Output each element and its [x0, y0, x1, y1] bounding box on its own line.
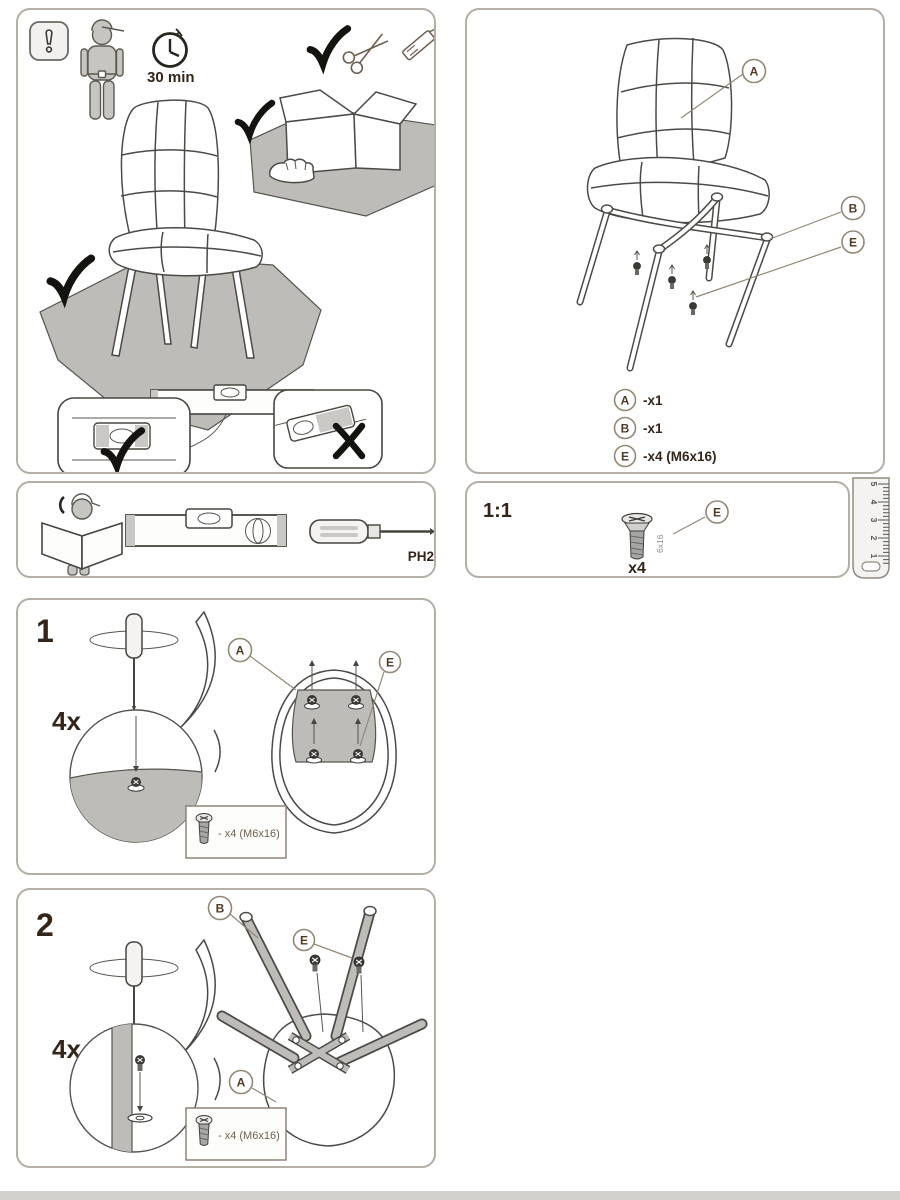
screwdriver-rotation-icon [90, 942, 178, 1036]
screw-qty-label: x4 [628, 560, 646, 576]
warning-icon [30, 22, 68, 60]
tools-illustration [18, 483, 434, 576]
part-qty: -x4 (M6x16) [643, 449, 717, 464]
panel-preparation [16, 8, 436, 474]
person-icon [81, 20, 124, 119]
panel-parts-overview [465, 8, 885, 474]
assembly-time-label: 30 min [147, 69, 195, 86]
panel-step-1 [16, 598, 436, 875]
hardware-box [186, 806, 286, 858]
page-bottom-strip [0, 1191, 900, 1200]
callout-e [696, 231, 864, 297]
hardware-note-label: - x4 (M6x16) [218, 1130, 280, 1142]
part-label: E [620, 449, 630, 464]
parts-list-row [615, 390, 664, 411]
callout-e-label: E [299, 933, 309, 948]
utility-knife-icon [402, 23, 434, 60]
magnifier-detail [70, 1020, 198, 1156]
preparation-illustration [18, 10, 434, 472]
level-ok-callout [58, 398, 190, 472]
step-number: 2 [36, 907, 54, 943]
ruler-illustration [849, 476, 895, 582]
level-wrong-callout [274, 390, 382, 468]
parts-list [615, 390, 717, 467]
magnifier-detail [70, 710, 202, 844]
hardware-note-label: - x4 (M6x16) [218, 828, 280, 840]
callout-e [294, 930, 353, 959]
repeat-count-label: 4x [52, 1034, 81, 1064]
part-qty: -x1 [643, 393, 663, 408]
part-qty: -x1 [643, 421, 663, 436]
panel-tools [16, 481, 436, 578]
part-label: A [620, 393, 630, 408]
read-manual-icon [42, 494, 122, 575]
seat-part-illustration [588, 38, 770, 223]
swoosh-shape [214, 730, 220, 772]
callout-b-label: B [215, 901, 225, 916]
check-icon [310, 29, 347, 64]
panel-step-2 [16, 888, 436, 1168]
callout-e [673, 501, 728, 534]
screwdriver-rotation-icon [90, 614, 178, 712]
scale-illustration [467, 483, 848, 576]
step-number: 1 [36, 613, 54, 649]
clock-icon [154, 29, 187, 67]
callout-b-label: B [848, 201, 858, 216]
ruler-number: 3 [869, 517, 879, 523]
screw-11-icon [622, 514, 652, 560]
callout-e-label: E [848, 235, 858, 250]
ruler [849, 476, 895, 582]
ruler-number: 2 [869, 535, 879, 541]
screwdriver-icon [310, 520, 434, 543]
ruler-number: 1 [869, 553, 879, 559]
swoosh-shape [214, 1058, 220, 1100]
repeat-count-label: 4x [52, 706, 81, 736]
ruler-number: 5 [869, 481, 879, 487]
scale-ratio-label: 1:1 [483, 500, 512, 522]
swoosh-shape [180, 940, 215, 1056]
callout-a-label: A [236, 1075, 246, 1090]
callout-e-label: E [385, 655, 395, 670]
ruler-slot [862, 562, 880, 571]
part-label: B [620, 421, 630, 436]
scissors-icon [341, 28, 392, 76]
screwdriver-size-label: PH2 [407, 549, 434, 564]
parts-list-row [615, 446, 717, 467]
ruler-number: 4 [869, 499, 879, 505]
callout-a [229, 639, 297, 691]
panel-scale [465, 481, 850, 578]
parts-list-row [615, 418, 664, 439]
screw-dimension-label: 6x16 [655, 534, 665, 553]
step2-illustration [18, 890, 434, 1166]
callout-a-label: A [235, 643, 245, 658]
step1-illustration [18, 600, 434, 873]
callout-e-label: E [712, 505, 722, 520]
spirit-level-icon [126, 509, 286, 546]
callout-a-label: A [749, 64, 759, 79]
swoosh-shape [180, 612, 215, 728]
parts-overview-illustration [467, 10, 883, 472]
hardware-box [186, 1108, 286, 1160]
check-icon [238, 103, 272, 135]
